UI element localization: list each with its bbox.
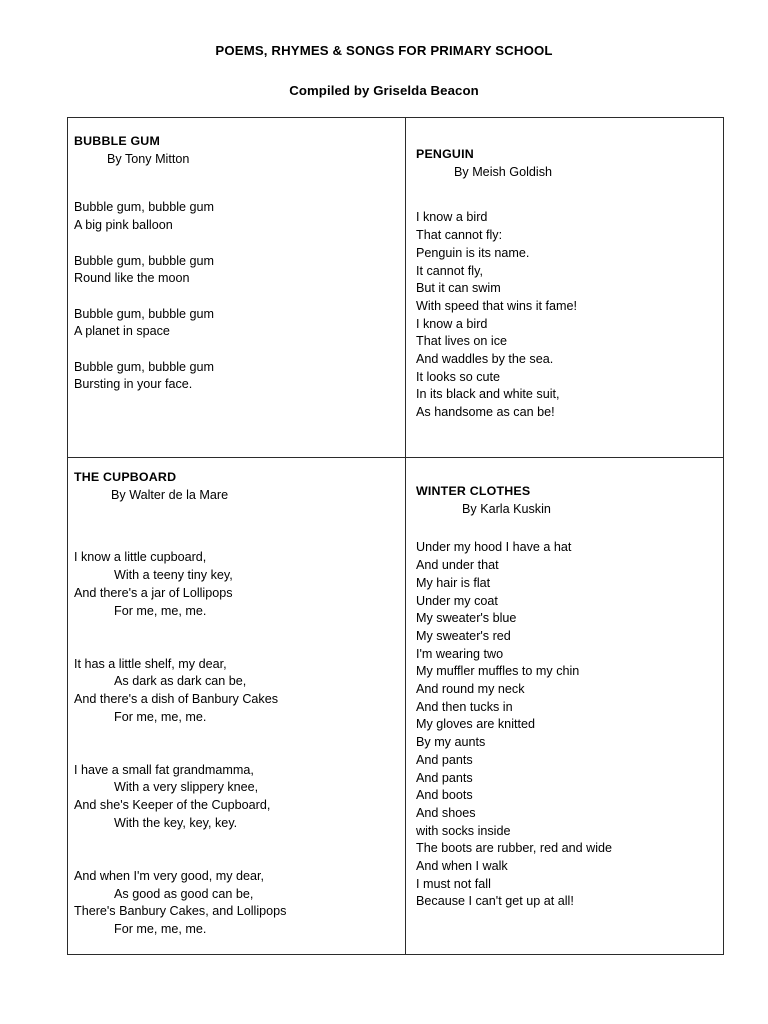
poem-line: And pants: [416, 770, 473, 785]
poem-line: There's Banbury Cakes, and Lollipops: [74, 904, 287, 919]
poem-line: As good as good can be,: [114, 886, 254, 901]
poem-line: A planet in space: [74, 324, 170, 339]
poem-line: My gloves are knitted: [416, 717, 535, 732]
poem-line: [74, 341, 405, 359]
poem-line: Bursting in your face.: [74, 377, 193, 392]
poem-line: And there's a dish of Banbury Cakes: [74, 692, 279, 706]
poem-line: Round like the moon: [74, 271, 190, 286]
poem-author: By Meish Goldish: [454, 164, 552, 179]
poem-line: And when I'm very good, my dear,: [74, 868, 265, 883]
page-title: POEMS, RHYMES & SONGS FOR PRIMARY SCHOOL: [215, 43, 553, 58]
poem-line: [74, 726, 405, 744]
poem-line: For me, me, me.: [114, 922, 207, 937]
poem-winter-clothes: [406, 458, 723, 911]
poem-line: Bubble gum, bubble gum: [74, 253, 215, 268]
poem-line: It looks so cute: [416, 369, 500, 384]
poem-line: And pants: [416, 752, 473, 767]
poem-line: And under that: [416, 558, 499, 573]
poem-body: [74, 199, 405, 394]
poem-line: I know a little cupboard,: [74, 550, 207, 565]
poem-title: PENGUIN: [416, 147, 474, 161]
poem-author: By Tony Mitton: [107, 151, 190, 166]
poem-line: Because I can't get up at all!: [416, 894, 574, 909]
poem-penguin: [406, 118, 723, 422]
poem-author: By Walter de la Mare: [111, 487, 229, 502]
poem-line: A big pink balloon: [74, 218, 173, 233]
poem-line: For me, me, me.: [114, 709, 207, 724]
poem-line: [74, 620, 405, 638]
poem-line: And waddles by the sea.: [416, 352, 554, 367]
poem-line: I'm wearing two: [416, 646, 504, 661]
poem-line: And round my neck: [416, 682, 525, 697]
poem-line: [74, 850, 405, 868]
poem-line: Bubble gum, bubble gum: [74, 359, 215, 374]
table-cell-winter-clothes: [406, 458, 724, 955]
poem-line: With speed that wins it fame!: [416, 298, 577, 313]
poem-line: My hair is flat: [416, 575, 491, 590]
poem-the-cupboard: [68, 458, 405, 939]
poem-line: My muffler muffles to my chin: [416, 664, 580, 679]
poem-line: As handsome as can be!: [416, 405, 555, 420]
table-row: [68, 458, 724, 955]
poem-line: [74, 638, 405, 656]
poem-line: I know a bird: [416, 316, 488, 331]
poem-line: With a teeny tiny key,: [114, 568, 233, 583]
poem-body: [74, 549, 405, 938]
table-cell-bubble-gum: [68, 118, 406, 458]
poem-line: Bubble gum, bubble gum: [74, 200, 215, 215]
poem-line: By my aunts: [416, 735, 486, 750]
poem-line: But it can swim: [416, 281, 501, 296]
poem-line: And when I walk: [416, 859, 508, 874]
poem-line: My sweater's red: [416, 628, 511, 643]
table-row: [68, 118, 724, 458]
poem-line: It has a little shelf, my dear,: [74, 656, 227, 671]
poem-line: I have a small fat grandmamma,: [74, 762, 254, 777]
poem-line: That lives on ice: [416, 334, 507, 349]
poem-author: By Karla Kuskin: [462, 501, 551, 516]
poem-line: [74, 833, 405, 851]
poem-line: For me, me, me.: [114, 603, 207, 618]
poem-line: [74, 235, 405, 253]
poem-line: My sweater's blue: [416, 611, 517, 626]
poem-line: And then tucks in: [416, 699, 513, 714]
poem-title: THE CUPBOARD: [74, 470, 177, 484]
poem-line: And she's Keeper of the Cupboard,: [74, 798, 271, 813]
poem-line: The boots are rubber, red and wide: [416, 841, 613, 856]
poem-line: Under my coat: [416, 593, 498, 608]
poems-table: [67, 117, 724, 955]
poem-line: with socks inside: [416, 823, 511, 838]
poem-line: It cannot fly,: [416, 263, 483, 278]
page-subtitle: Compiled by Griselda Beacon: [289, 83, 479, 98]
poem-title: WINTER CLOTHES: [416, 484, 531, 498]
poem-line: With the key, key, key.: [114, 815, 238, 830]
poem-line: Bubble gum, bubble gum: [74, 306, 215, 321]
poem-line: I know a bird: [416, 210, 488, 225]
poem-line: With a very slippery knee,: [114, 780, 259, 795]
poem-line: Penguin is its name.: [416, 245, 530, 260]
poem-line: [74, 744, 405, 762]
poem-line: In its black and white suit,: [416, 387, 560, 402]
table-cell-the-cupboard: [68, 458, 406, 955]
poem-body: [416, 539, 723, 911]
poem-line: And there's a jar of Lollipops: [74, 585, 233, 600]
poem-line: I must not fall: [416, 876, 491, 891]
poem-title: BUBBLE GUM: [74, 134, 160, 148]
poem-line: That cannot fly:: [416, 228, 503, 243]
poem-body: [416, 209, 723, 421]
poem-bubble-gum: [68, 118, 405, 394]
poem-line: [74, 288, 405, 306]
poem-line: And shoes: [416, 805, 476, 820]
poem-line: As dark as dark can be,: [114, 674, 247, 689]
poem-line: And boots: [416, 788, 473, 803]
poem-line: Under my hood I have a hat: [416, 540, 572, 555]
table-cell-penguin: [406, 118, 724, 458]
